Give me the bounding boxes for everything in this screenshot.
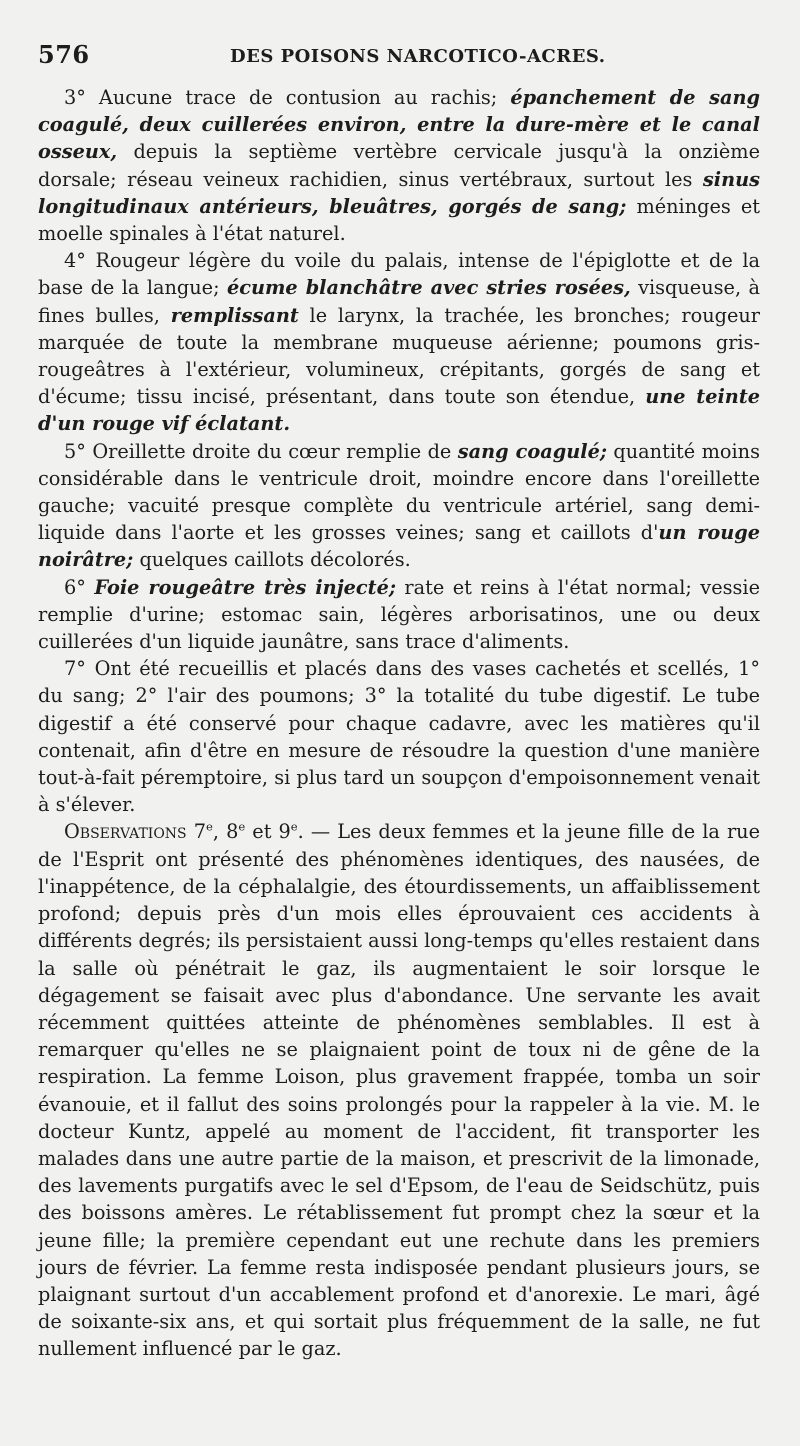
italic-span: sinus longitudinaux antérieurs, bleuâtres, gorgés de sang; [38, 167, 760, 218]
text-span: rate et reins à l'état normal; vessie remplie d'urine; estomac sain, légères arborisatinos, une ou deux cuillerées d'un liquide jaunâtre, sans trace d'aliments. [38, 575, 760, 654]
observations-heading: Observations [64, 820, 187, 844]
paragraph-4 [38, 247, 760, 437]
text-span: , 8 [212, 820, 239, 844]
text-span: 6° [64, 575, 95, 599]
text-span: 7 [186, 820, 206, 844]
text-span: méninges et moelle spinales à l'état naturel. [38, 194, 760, 246]
running-title: DES POISONS NARCOTICO-ACRES. [230, 46, 606, 67]
italic-span: un rouge noirâtre; [38, 521, 761, 572]
page-number: 576 [38, 40, 90, 69]
text-span: depuis la septième vertèbre cervicale jusqu'à la onzième dorsale; réseau veineux rachidien, sinus vertébraux, surtout les [38, 140, 760, 191]
superscript: e [206, 820, 213, 835]
italic-span: Foie rougeâtre très injecté; [94, 575, 396, 599]
italic-span: sang coagulé; [457, 439, 607, 463]
page-body [38, 84, 760, 1363]
italic-span: remplissant [170, 303, 299, 327]
text-span: le larynx, la trachée, les bronches; rougeur marquée de toute la membrane muqueuse aérienne; poumons gris-rougeâtres à l'extérieur, volumineux, crépitants, gorgés de sang et d'écume; tissu incisé, présentant, dans toute son étendue, [38, 303, 761, 409]
text-span: quantité moins considérable dans le ventricule droit, moindre encore dans l'oreillette gauche; vacuité presque complète du ventricule artériel, sang demi-liquide dans l'aorte et les grosses veines; sang et caillots d' [38, 439, 760, 545]
superscript: e [290, 820, 298, 835]
paragraph-6 [38, 574, 760, 656]
text-span: 7° Ont été recueillis et placés dans des vases cachetés et scellés, 1° du sang; 2° l'air des poumons; 3° la totalité du tube digestif. Le tube digestif a été conservé pour chaque cadavre, avec les matières qu'il contenait, afin d'être en mesure de résoudre la question d'une manière tout-à-fait péremptoire, si plus tard un soupçon d'empoisonnement venait à s'élever. [38, 657, 760, 817]
text-span: et 9 [245, 820, 291, 844]
italic-span: une teinte d'un rouge vif éclatant. [38, 385, 760, 436]
text-span: . — Les deux femmes et la jeune fille de la rue de l'Esprit ont présenté des phénomènes identiques, des nausées, de l'inappétence, de la céphalalgie, des étourdissements, un affaiblissement profond; depuis près d'un mois elles éprouvaient ces accidents à différents degrés; ils persistaient aussi long-temps qu'elles restaient dans la salle où pénétrait le gaz, ils augmentaient le soir lorsque le dégagement se faisait avec plus d'abondance. Une servante les avait récemment quittées atteinte de phénomènes semblables. Il est à remarquer qu'elles ne se plaignaient point de toux ni de gêne de la respiration. La femme Loison, plus gravement frappée, tomba un soir évanouie, et il fallut des soins prolongés pour la rappeler à la vie. M. le docteur Kuntz, appelé au moment de l'accident, fit transporter les malades dans une autre partie de la maison, et prescrivit de la limonade, des lavements purgatifs avec le sel d'Epsom, de l'eau de Seidschütz, puis des boissons amères. Le rétablissement fut prompt chez la sœur et la jeune fille; la première cependant eut une rechute dans les premiers jours de février. La femme resta indisposée pendant plusieurs jours, se plaignant surtout d'un accablement profond et d'anorexie. Le mari, âgé de soixante-six ans, et qui sortait plus fréquemment de la salle, ne fut nullement influencé par le gaz. [38, 820, 761, 1361]
text-span: 5° Oreillette droite du cœur remplie de [64, 439, 458, 463]
text-span: visqueuse, à fines bulles, [38, 276, 760, 327]
paragraph-7 [38, 655, 760, 818]
superscript: e [238, 820, 246, 835]
paragraph-5 [38, 438, 760, 574]
page-header [38, 40, 770, 80]
text-span: 4° Rougeur légère du voile du palais, intense de l'épiglotte et de la base de la langue; [38, 249, 760, 300]
paragraph-3 [38, 84, 760, 247]
text-span: quelques caillots décolorés. [133, 548, 411, 572]
text-span: 3° Aucune trace de contusion au rachis; [64, 86, 511, 109]
italic-span: épanchement de sang coagulé, deux cuillerées environ, entre la dure-mère et le canal osseux, [38, 86, 760, 164]
italic-span: écume blanchâtre avec stries rosées, [227, 276, 631, 300]
paragraph-observations [38, 818, 760, 1362]
